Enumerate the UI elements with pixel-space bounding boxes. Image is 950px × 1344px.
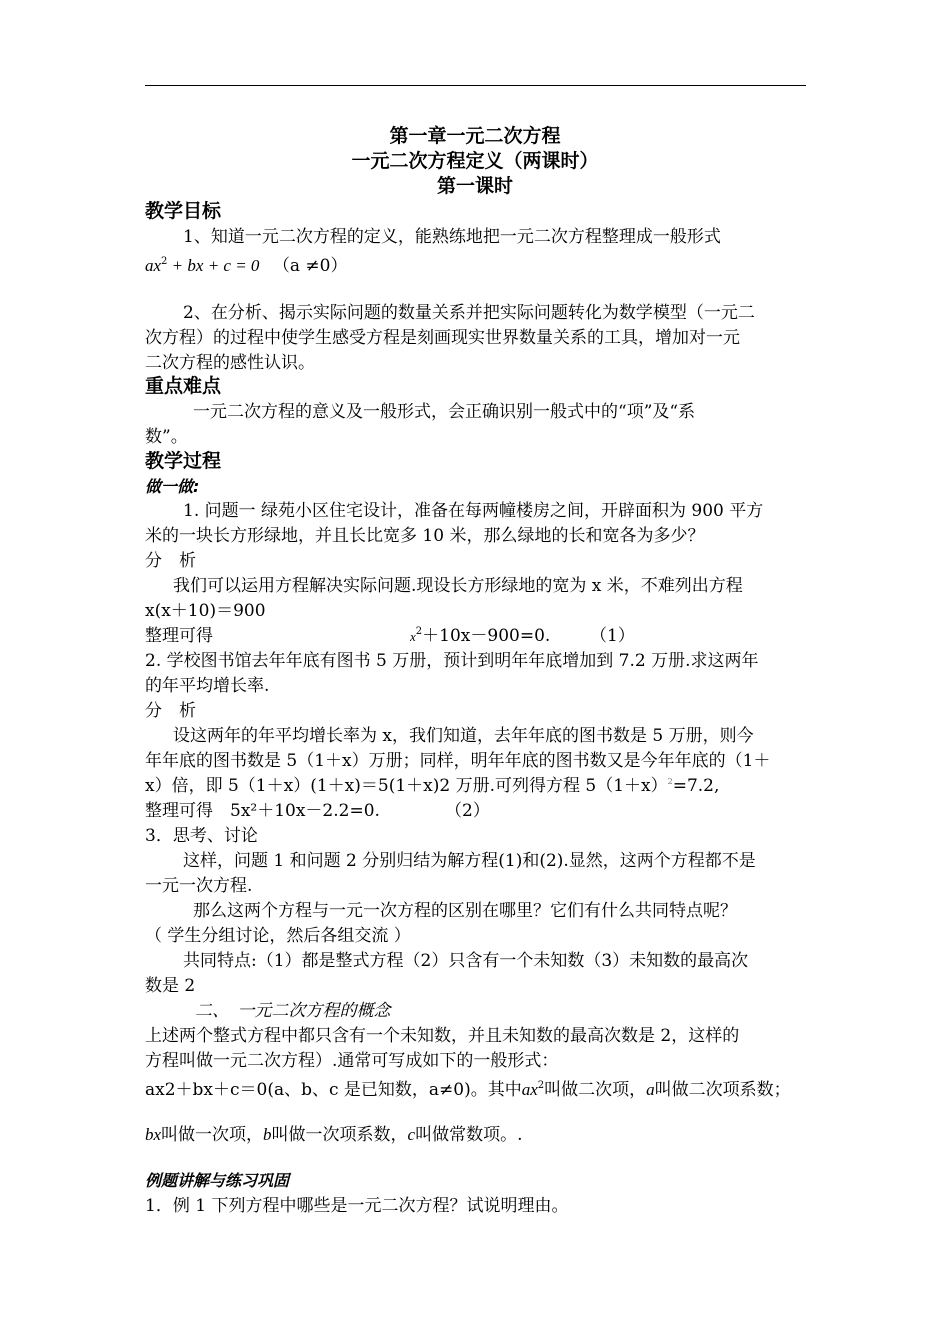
header-rule [145,85,806,86]
equation-1-tag: （1） [590,626,635,646]
formula-condition: （a ≠0） [272,256,348,276]
equation-2: 整理可得 5x²＋10x－2.2=0. [145,801,380,821]
equation-1 [410,625,550,648]
concept-line-4 [145,1124,523,1146]
problem-1-line-1: 1. 问题一 绿苑小区住宅设计，准备在每两幢楼房之间，开辟面积为 900 平方 [183,501,764,521]
example-1: 1．例 1 下列方程中哪些是一元二次方程？试说明理由。 [145,1196,569,1216]
discussion-line-6: 数是 2 [145,976,196,996]
concept-linear-term: 叫做一次项， [161,1125,264,1145]
concept-b: b [263,1125,272,1144]
concept-quadratic-term: 叫做二次项， [544,1080,647,1100]
analysis-2-line-1: 设这两年的年平均增长率为 x，我们知道，去年年底的图书数是 5 万册，则今 [173,726,754,746]
analysis-2-line-3-end: =7.2, [672,776,720,796]
concept-line-2: 方程叫做一元二次方程）.通常可写成如下的一般形式： [145,1051,559,1071]
problem-2-line-2: 的年平均增长率. [145,676,270,696]
concept-bx: bx [145,1125,162,1144]
activity-subheading: 做一做: [145,477,200,496]
analysis-2-line-2: 年年底的图书数是 5（1＋x）万册；同样，明年年底的图书数又是今年年底的（1＋ [145,751,771,771]
objectives-heading: 教学目标 [145,200,222,222]
analysis-1-equation: x(x＋10)＝900 [145,601,266,621]
concept-ax: ax [521,1080,538,1099]
concept-linear-coef: 叫做一次项系数， [271,1125,408,1145]
discussion-line-1: 这样，问题 1 和问题 2 分别归结为解方程(1)和(2).显然，这两个方程都不是 [183,851,756,871]
concept-heading: 二、 一元二次方程的概念 [195,1001,391,1021]
analysis-2-label: 分 析 [145,701,196,721]
discussion-line-4: （ 学生分组讨论，然后各组交流 ） [145,926,411,946]
analysis-2-exponent: 2 [667,777,673,786]
formula-ax: ax [145,256,162,275]
objective-2-line-3: 二次方程的感性认识。 [145,353,315,373]
equation-1-x: x [410,629,416,644]
discussion-line-3: 那么这两个方程与一元一次方程的区别在哪里？它们有什么共同特点呢？ [193,901,737,921]
discussion-heading: 3．思考、讨论 [145,826,258,846]
general-form-formula [145,255,347,277]
concept-line-1: 上述两个整式方程中都只含有一个未知数，并且未知数的最高次数是 2，这样的 [145,1026,740,1046]
keypoints-heading: 重点难点 [145,375,222,397]
problem-2-line-1: 2. 学校图书馆去年年底有图书 5 万册，预计到明年年底增加到 7.2 万册.求这两年 [145,651,759,671]
objective-1: 1、知道一元二次方程的定义，能熟练地把一元二次方程整理成一般形式 [183,227,721,247]
formula-rest: + bx + c = 0 [167,256,260,275]
problem-1-line-2: 米的一块长方形绿地，并且长比宽多 10 米，那么绿地的长和宽各为多少？ [145,526,705,546]
discussion-line-2: 一元一次方程. [145,876,253,896]
keypoints-line-1: 一元二次方程的意义及一般形式，会正确识别一般式中的“项”及“系 [193,402,696,422]
equation-2-tag: （2） [445,801,490,821]
concept-exponent: 2 [537,1080,545,1091]
concept-general-form: ax2＋bx＋c＝0(a、b、c 是已知数，a≠0)。其中 [145,1080,522,1100]
concept-c: c [407,1125,416,1144]
examples-heading: 例题讲解与练习巩固 [145,1171,290,1190]
concept-line-3 [145,1079,791,1101]
concept-constant: 叫做常数项。. [415,1125,523,1145]
formula-exponent: 2 [161,256,168,267]
concept-quadratic-coef: 叫做二次项系数； [654,1080,791,1100]
equation-1-exponent: 2 [415,626,423,637]
analysis-1-line-1: 我们可以运用方程解决实际问题.现设长方形绿地的宽为 x 米，不难列出方程 [173,576,743,596]
equation-1-rest: ＋10x－900=0. [422,626,551,646]
analysis-2-line-3 [145,775,719,797]
objective-2-line-1: 2、在分析、揭示实际问题的数量关系并把实际问题转化为数学模型（一元二 [183,303,755,323]
concept-a: a [646,1080,655,1099]
analysis-1-label: 分 析 [145,551,196,571]
process-heading: 教学过程 [145,450,222,472]
equation-1-label: 整理可得 [145,626,213,646]
chapter-title: 第一章一元二次方程 [389,125,561,147]
keypoints-line-2: 数”。 [145,427,188,447]
objective-2-line-2: 次方程）的过程中使学生感受方程是刻画现实世界数量关系的工具，增加对一元 [145,328,740,348]
analysis-2-line-3-text: x）倍，即 5（1＋x）(1＋x)＝5(1＋x)2 万册.可列得方程 5（1＋x） [145,776,668,796]
session-title: 第一课时 [436,175,513,197]
lesson-title: 一元二次方程定义（两课时） [351,150,599,172]
discussion-line-5: 共同特点:（1）都是整式方程（2）只含有一个未知数（3）未知数的最高次 [183,951,749,971]
